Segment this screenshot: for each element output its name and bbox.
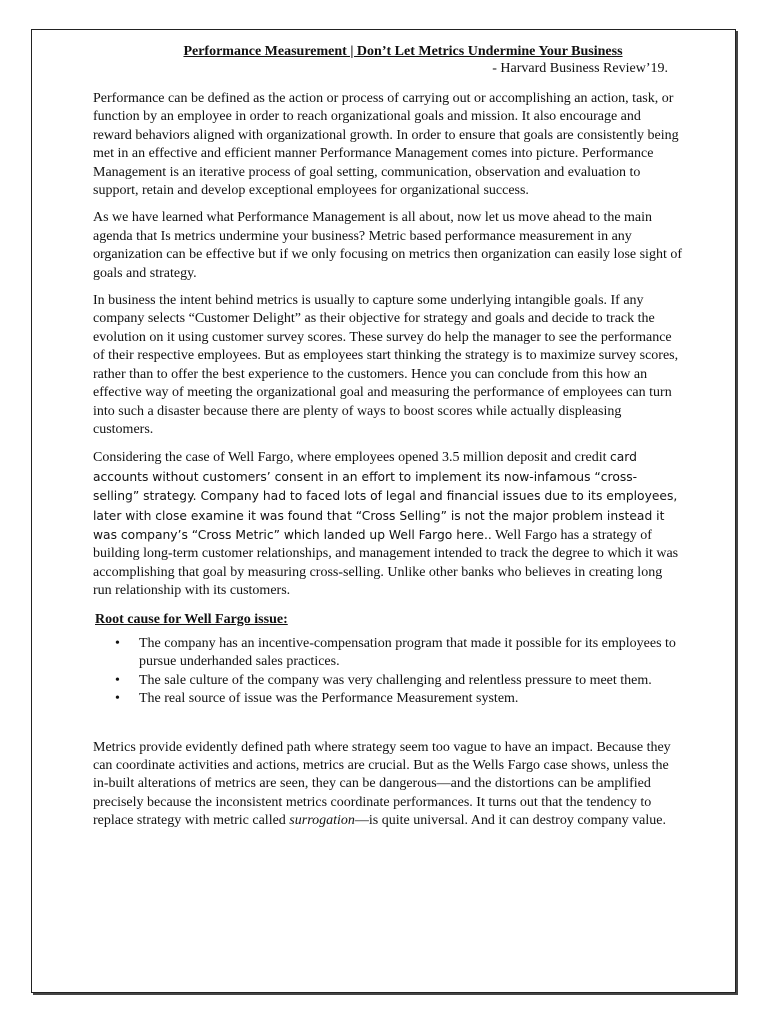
paragraph-5-part1: Metrics provide evidently defined path where strategy seem too vague to have an impact. Because they can coordinate activities and actions, metrics are crucial. But as the Wells Fargo case shows, unless the in-built alterations of metrics are seen, they can be dangerous—and the distortions can be amplified precisely because the inconsistent metrics coordinate performances. It turns out that the tendency to replace strategy with metric called bbox=[93, 739, 671, 829]
paragraph-4-part3: Well Fargo has a strategy of building long-term customer relationships, and management intended to track the degree to which it was accomplishing that goal by measuring cross-selling. Unlike other banks who believes in creating long run relationship with its customers. bbox=[93, 527, 679, 599]
document-source: - Harvard Business Review’19. bbox=[492, 61, 668, 76]
paragraph-2: As we have learned what Performance Management is all about, now let us move ahead to the main agenda that Is metrics undermine your business? Metric based performance measurement in any organization can be effective but if we only focusing on metrics then organization can easily lose sight of goals and strategy. bbox=[93, 210, 682, 281]
bullet-icon: • bbox=[115, 672, 120, 688]
paragraph-4-part1: Considering the case of Well Fargo, where employees opened 3.5 million deposit and credit bbox=[93, 450, 611, 466]
bullet-icon: • bbox=[115, 691, 120, 707]
list-item bbox=[115, 635, 683, 672]
list-item bbox=[115, 690, 683, 708]
document-body bbox=[93, 42, 683, 840]
bullet-icon: • bbox=[115, 635, 120, 651]
list-item-text: The company has an incentive-compensation program that made it possible for its employees to pursue underhanded sales practices. bbox=[139, 635, 676, 670]
document-title: Performance Measurement | Don’t Let Metrics Undermine Your Business bbox=[183, 44, 623, 59]
paragraph-5 bbox=[93, 739, 683, 831]
paragraph-3: In business the intent behind metrics is usually to capture some underlying intangible goals. If any company selects “Customer Delight” as their objective for strategy and goals and decide to track the evolution on it using customer survey scores. These survey do help the manager to see the performance of their respective employees. But as employees start thinking the strategy is to maximize survey scores, rather than to offer the best experience to the customers. Hence you can conclude from this how an effective way of meeting the organizational goal and measuring the performance of employees can turn into such a disaster because there are plenty of ways to boost scores while actually displeasing customers. bbox=[93, 293, 679, 437]
paragraph-1: Performance can be defined as the action or process of carrying out or accomplishing an action, task, or function by an employee in order to reach organizational goals and mission. It also encourage and reward behaviors aligned with organizational growth. In order to ensure that goals are consistently being met in an effective and efficient manner Performance Management comes into picture. Performance Management is an iterative process of goal setting, communication, observation and evaluation to support, retain and develop exceptional employees for organizational success. bbox=[93, 91, 679, 199]
paragraph-5-part2: —is quite universal. And it can destroy company value. bbox=[354, 813, 666, 829]
paragraph-4 bbox=[93, 448, 683, 600]
root-cause-list bbox=[93, 635, 683, 709]
list-item-text: The sale culture of the company was very challenging and relentless pressure to meet them. bbox=[139, 672, 652, 688]
list-item bbox=[115, 672, 683, 690]
list-item-text: The real source of issue was the Performance Measurement system. bbox=[139, 691, 519, 707]
paragraph-5-italic: surrogation bbox=[289, 813, 355, 829]
paragraph-4-part2: card accounts without customers’ consent in an effort to implement its now-infamous “cross-selling” strategy. Company had to faced lots of legal and financial issues due to its employees, later with close examine it was found that “Cross Selling” is not the major problem instead it was company’s “Cross Metric” which landed up Well Fargo here.. bbox=[93, 450, 678, 542]
root-cause-heading: Root cause for Well Fargo issue: bbox=[95, 611, 288, 627]
